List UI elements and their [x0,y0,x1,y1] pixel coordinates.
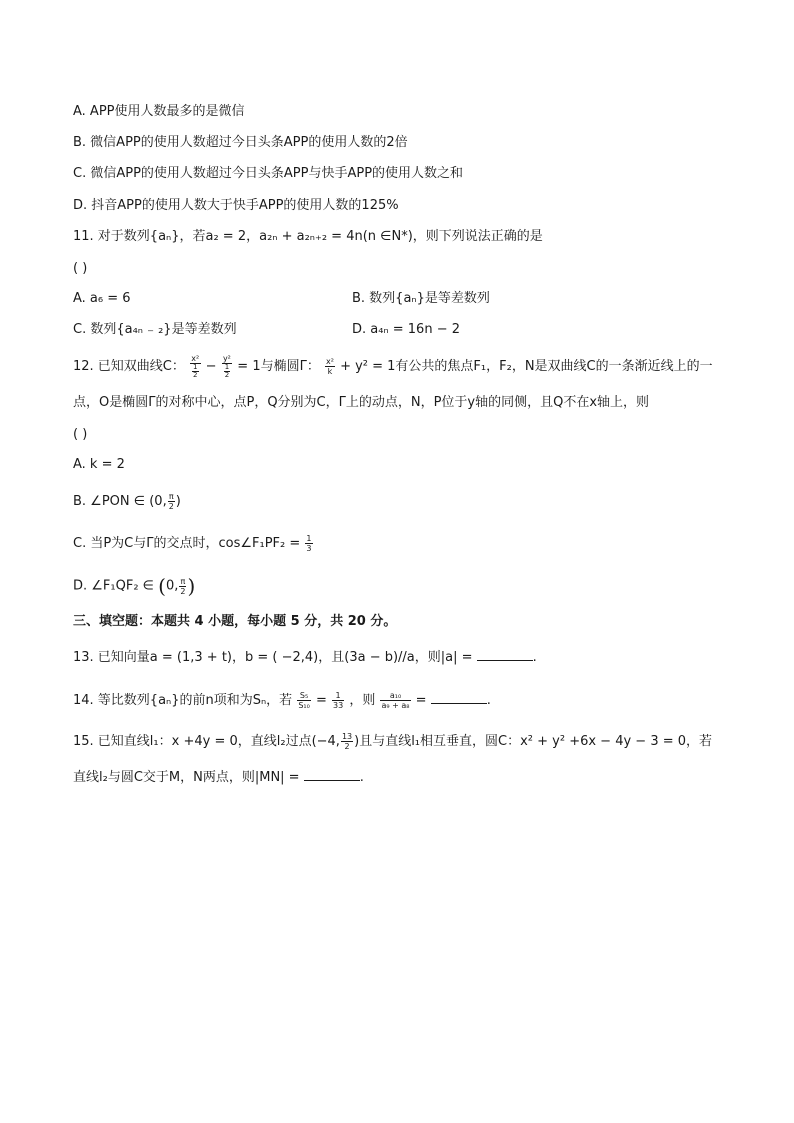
q12-option-b: B. ∠PON ∈ (0, $\frac{\pi}{2}$ ) [73,492,181,511]
q12-stem-line1: 12. 已知双曲线C： $\frac{\text{x²}}{\frac{1}{2}}$ − $\frac{\text{y²}}{\frac{1}{2}}$ = 1与椭圆Γ： $\frac{\text{x²}}{k}$ + y² = 1有公共的焦点F₁，F₂，N是双曲线C的一条渐近线上的一 [73,354,713,379]
q10-option-a: A. APP使用人数最多的是微信 [73,104,245,119]
pi-over-2: $\frac{\pi}{2}$ [180,576,186,596]
q10-option-b: B. 微信APP的使用人数超过今日头条APP的使用人数的2倍 [73,135,408,150]
pi-over-2: $\frac{\pi}{2}$ [168,492,174,511]
q12-stem-mid: = 1与椭圆Γ： [237,359,320,374]
q11-stem: 11. 对于数列{aₙ}，若a₂ = 2，a₂ₙ + a₂ₙ₊₂ = 4n(n ∈N*)，则下列说法正确的是 [73,229,543,244]
thirteen-halves: $\frac{13}{2}$ [341,732,353,751]
q10-option-c: C. 微信APP的使用人数超过今日头条APP与快手APP的使用人数之和 [73,166,464,181]
hyperbola-y-term: $\frac{\text{y²}}{\frac{1}{2}}$ [222,354,231,379]
a10-ratio: $\frac{\text{a₁₀}}{\text{a₉ + a₈}}$ [381,691,410,710]
q15-answer-blank[interactable] [304,768,360,781]
q12-option-a: A. k = 2 [73,457,125,472]
section-3-title: 三、填空题：本题共 4 小题，每小题 5 分，共 20 分。 [73,614,397,629]
q15-line2: 直线l₂与圆C交于M，N两点，则|MN| = . [73,770,364,785]
s5-over-s10: $\frac{\text{S₅}}{\text{S₁₀}}$ [298,691,310,710]
q11-option-b: B. 数列{aₙ}是等差数列 [352,291,490,306]
q13-answer-blank[interactable] [477,648,533,661]
q14-answer-blank[interactable] [431,691,487,704]
q13: 13. 已知向量a = (1,3 + t)，b = ( −2,4)，且(3a − b)//a，则|a| = . [73,650,537,665]
q14: 14. 等比数列{aₙ}的前n项和为Sₙ，若 $\frac{\text{S₅}}{\text{S₁₀}}$ = $\frac{1}{33}$ ，则 $\frac{\text{a₁₀}}{\text{a₉ + a₈}}$ = . [73,691,491,710]
q12-stem-line2: 点，O是椭圆Γ的对称中心，点P，Q分别为C，Γ上的动点，N，P位于y轴的同侧，且Q不在x轴上，则 [73,395,650,410]
q11-option-a: A. a₆ = 6 [73,291,131,306]
q11-answer-paren: ( ) [73,261,88,276]
q10-option-d: D. 抖音APP的使用人数大于快手APP的使用人数的125% [73,198,399,213]
one-over-33: $\frac{1}{33}$ [333,691,344,710]
q15-line1: 15. 已知直线l₁：x +4y = 0，直线l₂过点(−4, $\frac{13}{2}$ )且与直线l₁相互垂直，圆C：x² + y² +6x − 4y − 3 = 0，若 [73,732,713,751]
ellipse-x-term: $\frac{\text{x²}}{k}$ [325,357,334,376]
q12-option-d: D. ∠F₁QF₂ ∈ (0, $\frac{\pi}{2}$ ) [73,574,196,598]
q12-stem-pre: 12. 已知双曲线C： [73,359,185,374]
hyperbola-x-term: $\frac{\text{x²}}{\frac{1}{2}}$ [191,354,200,379]
q12-stem-post: + y² = 1有公共的焦点F₁，F₂，N是双曲线C的一条渐近线上的一 [340,359,713,374]
q11-option-d: D. a₄ₙ = 16n − 2 [352,322,460,337]
one-third: $\frac{1}{3}$ [306,534,312,553]
q11-option-c: C. 数列{a₄ₙ ₋ ₂}是等差数列 [73,322,237,337]
q12-answer-paren: ( ) [73,427,88,442]
q12-option-c: C. 当P为C与Γ的交点时，cos∠F₁PF₂ = $\frac{1}{3}$ [73,534,312,553]
